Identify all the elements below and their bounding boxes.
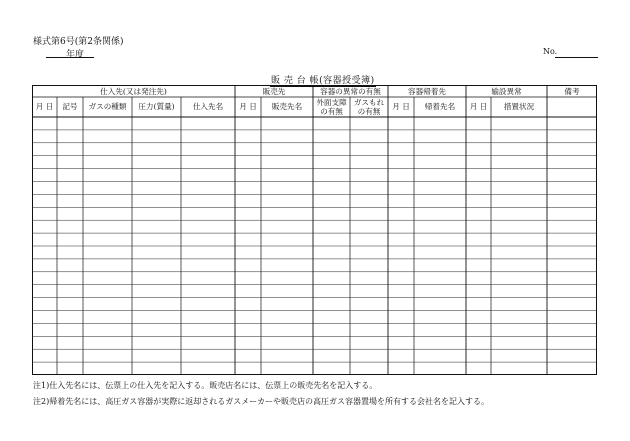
ledger-title: 販 売 台 帳(容器授受簿) xyxy=(270,73,376,87)
header-gas-type: ガスの種類 xyxy=(88,102,127,111)
header-return-name: 帰着先名 xyxy=(424,102,456,111)
header-sales-group: 販売先 xyxy=(262,87,286,96)
header-remarks: 備考 xyxy=(564,87,580,96)
header-code: 記号 xyxy=(62,102,78,111)
header-exterior-top: 外面支障 xyxy=(316,98,347,107)
note-2: 注2)帰着先名には、高圧ガス容器が実際に返却されるガスメーカーや販売店の高圧ガス容器置場を所有する会社名を記入する。 xyxy=(33,397,490,406)
header-return-date: 月 日 xyxy=(392,102,410,111)
number-label: No. xyxy=(543,47,558,56)
header-facility-date: 月 日 xyxy=(469,102,488,111)
header-sales-date: 月 日 xyxy=(239,102,257,111)
header-return-group: 容器帰着先 xyxy=(408,87,446,96)
header-leak-bottom: の有無 xyxy=(357,107,381,116)
note-1: 注1)仕入先名には、伝票上の仕入先を記入する。販売店名には、伝票上の販売先名を記入する。 xyxy=(33,381,378,390)
form-number: 様式第6号(第2条関係) xyxy=(33,37,124,47)
ledger-table xyxy=(32,85,597,375)
header-buyer-name: 販売先名 xyxy=(271,102,303,111)
header-supplier-group: 仕入先(又は発注先) xyxy=(100,87,167,96)
header-abnormal-group: 容器の異常の有無 xyxy=(320,87,381,96)
header-date: 月 日 xyxy=(35,102,54,111)
year-label: 年度 xyxy=(66,50,85,60)
header-facility-group: 输設異常 xyxy=(491,87,522,96)
header-pressure: 圧力(質量) xyxy=(138,102,175,111)
table-grid-lines xyxy=(32,85,597,375)
header-supplier-name: 仕入先名 xyxy=(192,102,224,111)
header-action: 措置状況 xyxy=(503,102,535,111)
header-exterior-bottom: の有無 xyxy=(320,107,343,116)
number-field[interactable] xyxy=(555,57,598,58)
header-leak-top: ガスもれ xyxy=(353,98,385,107)
